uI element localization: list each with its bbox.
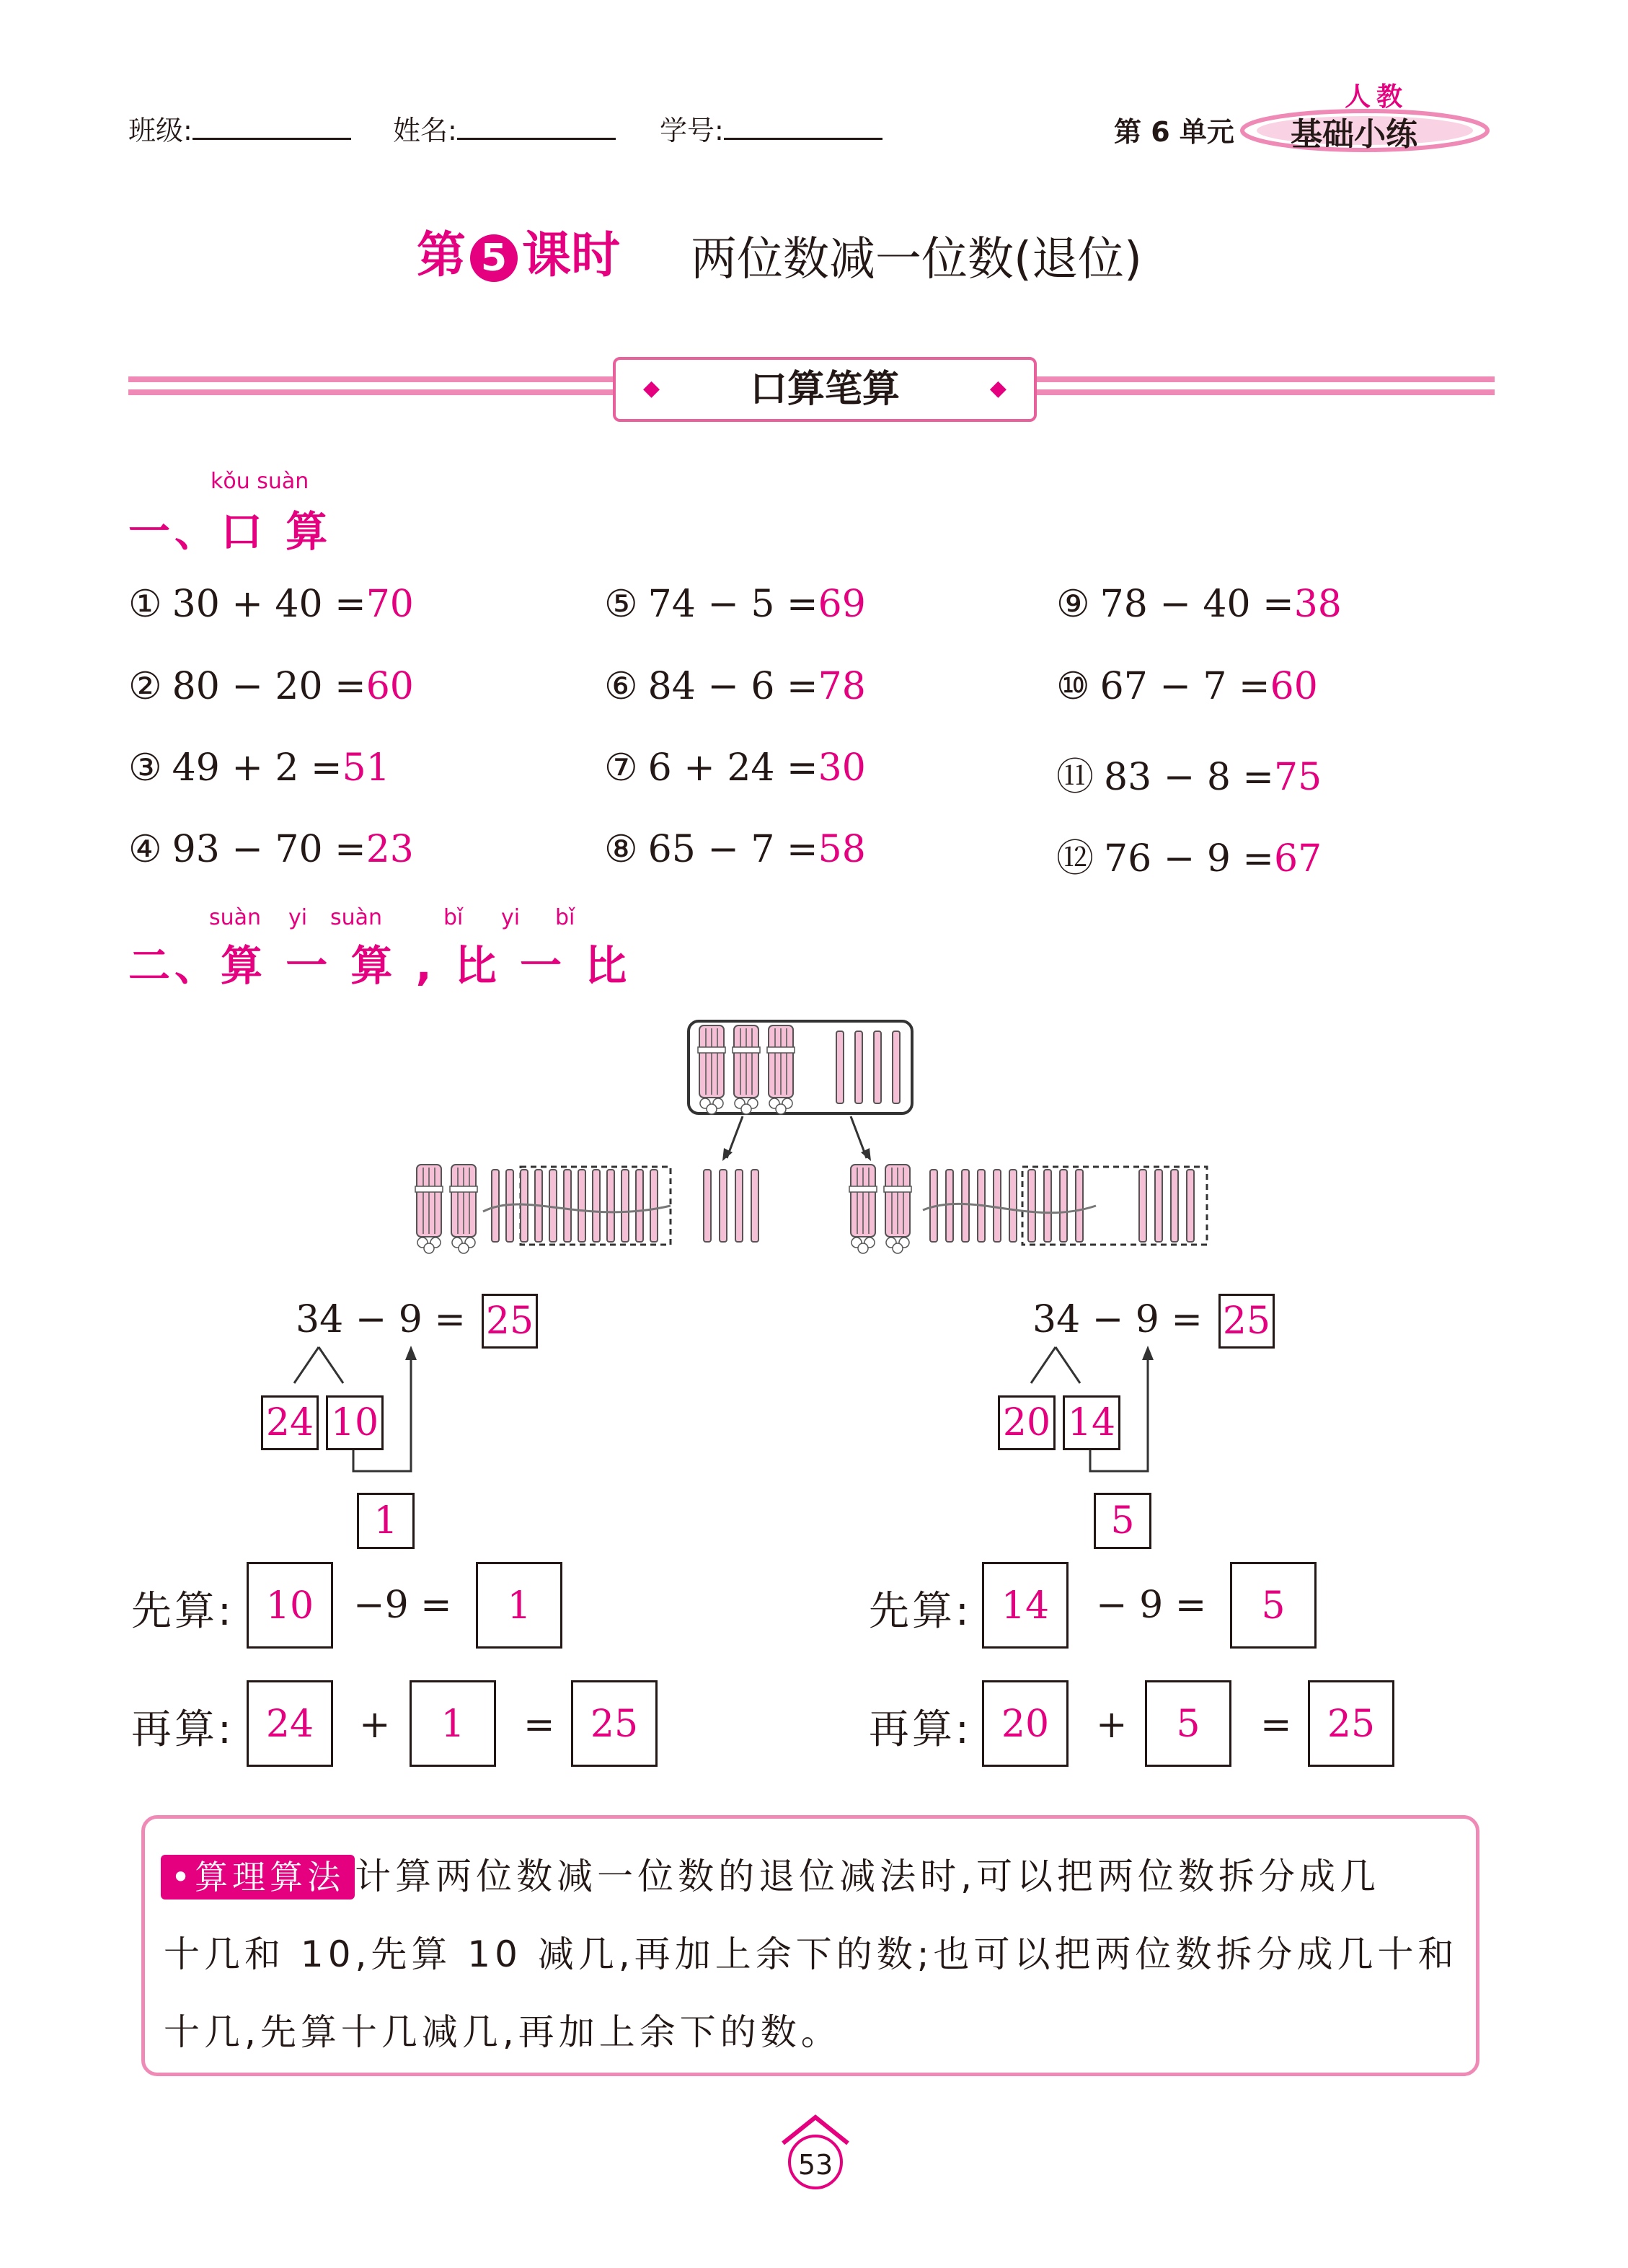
problem-expression: 93 − 70 = [172, 828, 366, 871]
problem-answer[interactable]: 23 [366, 828, 414, 871]
problem-number: ④ [128, 828, 162, 871]
problem-number: ⑦ [604, 746, 638, 790]
tip-line-3: 十几,先算十几减几,再加上余下的数。 [164, 2011, 841, 2053]
tip-tag: •算理算法 [161, 1855, 355, 1899]
left-split-box-ones[interactable]: 10 [326, 1395, 384, 1450]
right-split-box-ones[interactable]: 14 [1063, 1395, 1120, 1450]
left-then-result-box[interactable]: 25 [571, 1680, 658, 1767]
lesson-title [417, 216, 620, 286]
right-first-op: − 9 = [1096, 1584, 1207, 1627]
right-equation: 34 − 9 = [1032, 1298, 1203, 1341]
problem-expression: 65 − 7 = [647, 828, 818, 871]
right-first-result-box[interactable]: 5 [1230, 1562, 1317, 1649]
class-field [128, 108, 351, 148]
section1-pinyin: kǒu suàn [211, 469, 309, 494]
badge-text: 基础小练 [1291, 116, 1417, 153]
student-id-label: 学号: [660, 115, 724, 146]
right-then-label: 再算: [869, 1706, 972, 1753]
pinyin-syllable: suàn [209, 905, 262, 930]
left-then-a-box[interactable]: 24 [247, 1680, 333, 1767]
problem-answer[interactable]: 38 [1293, 583, 1342, 626]
problem-answer[interactable]: 30 [818, 746, 866, 790]
oral-problem [1056, 583, 1342, 626]
right-then-a-box[interactable]: 20 [982, 1680, 1069, 1767]
student-id-field [660, 108, 882, 148]
lesson-suffix: 课时 [522, 227, 621, 284]
problem-answer[interactable]: 78 [818, 665, 866, 708]
left-then-op: + [359, 1703, 391, 1747]
problem-number: ⑩ [1056, 665, 1090, 708]
oral-problem [128, 665, 414, 708]
pinyin-syllable: bǐ [443, 905, 464, 930]
left-equation: 34 − 9 = [296, 1298, 466, 1341]
left-partial-box[interactable]: 1 [357, 1493, 415, 1549]
diamond-icon: ◆ [643, 376, 660, 401]
method-tip-box [141, 1815, 1479, 2076]
oral-problem [128, 828, 414, 871]
problem-answer[interactable]: 75 [1274, 756, 1322, 799]
class-label: 班级: [128, 115, 193, 146]
problem-answer[interactable]: 67 [1274, 837, 1322, 881]
problem-expression: 78 − 40 = [1100, 583, 1294, 626]
problem-number: ⑤ [604, 583, 638, 626]
left-first-a-box[interactable]: 10 [247, 1562, 333, 1649]
problem-number: ⑪ [1056, 756, 1094, 799]
lesson-topic: 两位数减一位数(退位) [691, 233, 1142, 286]
right-then-b-box[interactable]: 5 [1145, 1680, 1231, 1767]
banner-title: 口算笔算 [749, 368, 900, 411]
problem-number: ① [128, 583, 162, 626]
right-then-eq: = [1260, 1703, 1292, 1747]
class-blank[interactable] [193, 138, 351, 140]
lesson-prefix: 第 [417, 227, 466, 284]
oral-problem [604, 665, 866, 708]
problem-number: ⑥ [604, 665, 638, 708]
left-then-b-box[interactable]: 1 [410, 1680, 496, 1767]
name-blank[interactable] [457, 138, 616, 140]
problem-number: ⑨ [1056, 583, 1090, 626]
oral-problem [1056, 828, 1322, 882]
oral-problem [128, 583, 414, 626]
counting-sticks-illustration [411, 1017, 1211, 1255]
problem-answer[interactable]: 58 [818, 828, 866, 871]
right-then-op: + [1096, 1703, 1128, 1747]
oral-problem [1056, 665, 1318, 708]
left-first-label: 先算: [131, 1588, 234, 1635]
left-then-label: 再算: [131, 1706, 234, 1753]
pinyin-syllable: bǐ [555, 905, 575, 930]
problem-expression: 30 + 40 = [172, 583, 366, 626]
oral-problem [604, 583, 866, 626]
right-first-a-box[interactable]: 14 [982, 1562, 1069, 1649]
problem-number: ⑫ [1056, 837, 1094, 881]
problem-expression: 76 − 9 = [1104, 837, 1274, 881]
right-result-box[interactable]: 25 [1218, 1294, 1275, 1349]
section2-heading: 二、算 一 算 , 比 一 比 [128, 941, 632, 990]
left-first-op: −9 = [353, 1584, 452, 1627]
problem-expression: 67 − 7 = [1100, 665, 1270, 708]
left-first-result-box[interactable]: 1 [476, 1562, 562, 1649]
problem-number: ② [128, 665, 162, 708]
problem-expression: 83 − 8 = [1104, 756, 1274, 799]
unit-label: 第 6 单元 [1114, 116, 1234, 148]
oral-problem [604, 828, 866, 871]
oral-problem [604, 746, 866, 790]
page-number: 53 [788, 2135, 843, 2189]
pinyin-syllable: yi [501, 905, 521, 930]
problem-answer[interactable]: 51 [342, 746, 390, 790]
problem-answer[interactable]: 60 [1270, 665, 1318, 708]
problem-expression: 84 − 6 = [647, 665, 818, 708]
oral-problem [1056, 746, 1322, 800]
oral-problem [128, 746, 390, 790]
badge-publisher: 人教 [1345, 82, 1409, 112]
left-split-box-tens[interactable]: 24 [261, 1395, 319, 1450]
right-then-result-box[interactable]: 25 [1308, 1680, 1394, 1767]
left-result-box[interactable]: 25 [482, 1294, 538, 1349]
tip-text-1: 计算两位数减一位数的退位减法时,可以把两位数拆分成几 [355, 1856, 1381, 1897]
problem-number: ⑧ [604, 828, 638, 871]
pinyin-syllable: suàn [330, 905, 383, 930]
diamond-icon: ◆ [989, 376, 1007, 401]
student-id-blank[interactable] [724, 138, 882, 140]
name-label: 姓名: [393, 115, 457, 146]
right-split-box-tens[interactable]: 20 [998, 1395, 1056, 1450]
right-partial-box[interactable]: 5 [1094, 1493, 1151, 1549]
pinyin-syllable: yi [288, 905, 308, 930]
problem-expression: 80 − 20 = [172, 665, 366, 708]
problem-expression: 49 + 2 = [172, 746, 342, 790]
lesson-number: 5 [470, 234, 518, 282]
left-then-eq: = [523, 1703, 555, 1747]
banner [613, 357, 1037, 422]
tip-line-2: 十几和 10,先算 10 减几,再加上余下的数;也可以把两位数拆分成几十和 [164, 1933, 1459, 1975]
problem-expression: 74 − 5 = [647, 583, 818, 626]
problem-number: ③ [128, 746, 162, 790]
problem-expression: 6 + 24 = [647, 746, 818, 790]
right-first-label: 先算: [869, 1588, 972, 1635]
name-field [393, 108, 616, 148]
tip-line-1 [161, 1848, 1380, 1899]
problem-answer[interactable]: 70 [366, 583, 414, 626]
problem-answer[interactable]: 60 [366, 665, 414, 708]
problem-answer[interactable]: 69 [818, 583, 866, 626]
section1-heading: 一、口 算 [128, 507, 332, 556]
